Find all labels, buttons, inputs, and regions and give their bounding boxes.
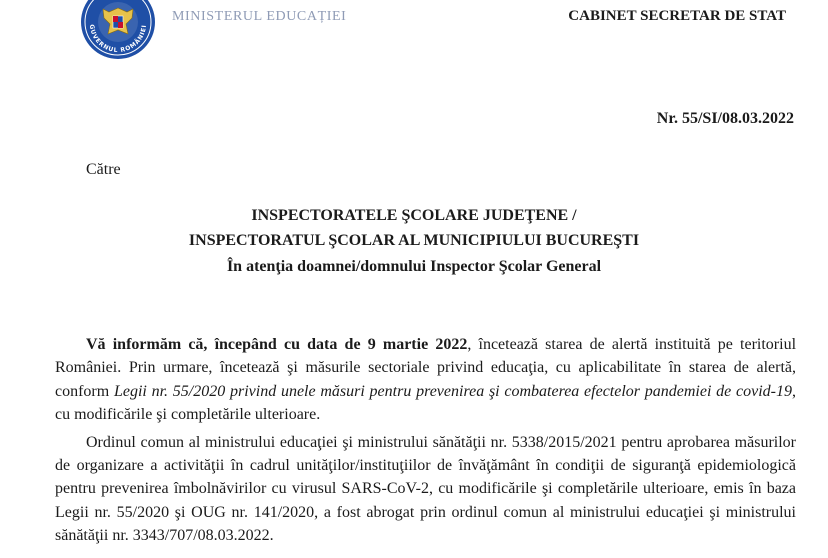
cabinet-title: CABINET SECRETAR DE STAT (568, 8, 786, 24)
letterhead (0, 0, 828, 62)
paragraph-1-text-a: , încetează starea de alertă instituită pe teritoriul României. Prin urmare, încetează şi măsurile sectoriale privind educaţia, cu aplicabilitate în starea de alertă, conform (55, 336, 797, 400)
recipient-line-1: INSPECTORATELE ŞCOLARE JUDEŢENE / (251, 207, 577, 224)
ministry-name: MINISTERUL EDUCAȚIEI (172, 9, 347, 24)
paragraph-1 (55, 333, 796, 427)
letter-body (55, 333, 796, 548)
government-seal-icon (80, 0, 156, 60)
addressee-intro: Către (86, 161, 121, 178)
recipient-line-2: INSPECTORATUL ŞCOLAR AL MUNICIPIULUI BUCUREŞTI (188, 232, 640, 249)
document-number: Nr. 55/SI/08.03.2022 (656, 110, 794, 127)
paragraph-2: Ordinul comun al ministrului educaţiei şi ministrului sănătăţii nr. 5338/2015/2021 pentru aprobarea măsurilor de organizare a activităţii în cadrul unităţilor/instituţiilor de învăţământ în condiţii de siguranţă epidemiologică pentru prevenirea îmbolnăvirilor cu virusul SARS-CoV-2, cu modificările şi completările ulterioare, emis în baza Legii nr. 55/2020 şi OUG nr. 141/2020, a fost abrogat prin ordinul comun al ministrului educaţiei şi ministrului sănătăţii nr. 3343/707/08.03.2022. (55, 433, 796, 545)
paragraph-1-lead: Vă informăm că, începând cu data de 9 martie 2022 (86, 336, 468, 353)
seal-text: GUVERNUL ROMÂNIEI (87, 23, 149, 55)
recipient-attention-line: În atenţia doamnei/domnului Inspector Şcolar General (226, 258, 602, 275)
law-reference: Legii nr. 55/2020 privind unele măsuri pentru prevenirea şi combaterea efectelor pandemiei de covid-19 (113, 382, 792, 400)
paragraph-1-text-b: , cu modificările şi completările ulterioare. (55, 382, 796, 424)
